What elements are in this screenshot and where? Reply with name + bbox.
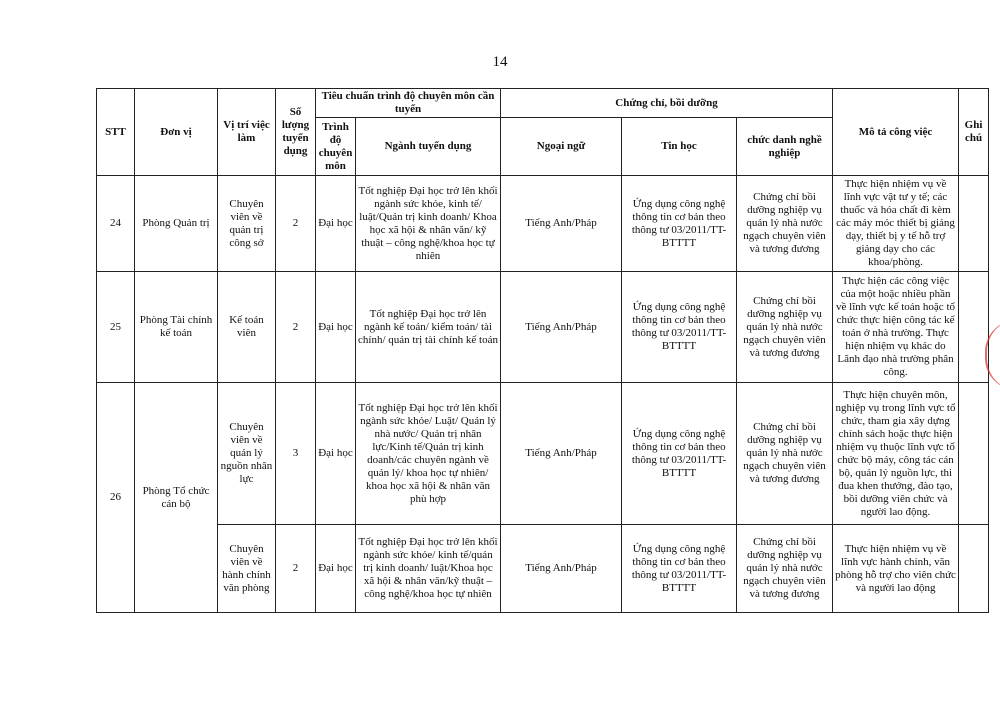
row-quantity: 3 xyxy=(276,383,316,525)
row-language: Tiếng Anh/Pháp xyxy=(501,272,622,383)
header-level: Trình độ chuyên môn xyxy=(316,118,356,176)
header-quantity: Số lượng tuyển dụng xyxy=(276,89,316,176)
row-note xyxy=(959,383,989,525)
table-row xyxy=(97,383,989,525)
row-it: Ứng dụng công nghệ thông tin cơ bản theo thông tư 03/2011/TT-BTTTT xyxy=(622,176,737,272)
header-it: Tin học xyxy=(622,118,737,176)
row-major: Tốt nghiệp Đại học trở lên khối ngành sức khỏe/ Luật/ Quản lý nhà nước/ Quản trị nhân lực/Kinh tế/Quản trị kinh doanh/các chuyên ngành về quản lý/ khoa học tự nhiên/ khoa học xã hội & nhân văn phù hợp xyxy=(356,383,501,525)
header-note: Ghi chú xyxy=(959,89,989,176)
table-row xyxy=(97,525,989,613)
row-it: Ứng dụng công nghệ thông tin cơ bản theo thông tư 03/2011/TT-BTTTT xyxy=(622,525,737,613)
row-unit: Phòng Quản trị xyxy=(135,176,218,272)
row-description: Thực hiện các công việc của một hoặc nhiều phần về lĩnh vực kế toán hoặc tổ chức thực hiện công tác kế toán ở nhà trường. Thực hiện nhiệm vụ khác do Lãnh đạo nhà trường phân công. xyxy=(833,272,959,383)
table-row xyxy=(97,272,989,383)
row-position: Chuyên viên về quản trị công sở xyxy=(218,176,276,272)
row-note xyxy=(959,176,989,272)
row-language: Tiếng Anh/Pháp xyxy=(501,525,622,613)
header-unit: Đơn vị xyxy=(135,89,218,176)
header-stt: STT xyxy=(97,89,135,176)
row-title-cert: Chứng chỉ bồi dưỡng nghiệp vụ quản lý nhà nước ngạch chuyên viên và tương đương xyxy=(737,383,833,525)
row-position: Chuyên viên về quản lý nguồn nhân lực xyxy=(218,383,276,525)
row-language: Tiếng Anh/Pháp xyxy=(501,383,622,525)
header-language: Ngoại ngữ xyxy=(501,118,622,176)
row-description: Thực hiện nhiệm vụ về lĩnh vực hành chính, văn phòng hỗ trợ cho viên chức và người lao động xyxy=(833,525,959,613)
row-major: Tốt nghiệp Đại học trở lên khối ngành sức khỏe/ kinh tế/quản trị kinh doanh/ luật/Khoa học xã hội & nhân văn/kỹ thuật – công nghệ/khoa học tự nhiên xyxy=(356,525,501,613)
row-title-cert: Chứng chỉ bồi dưỡng nghiệp vụ quản lý nhà nước ngạch chuyên viên và tương đương xyxy=(737,176,833,272)
row-stt: 25 xyxy=(97,272,135,383)
row-unit: Phòng Tổ chức cán bộ xyxy=(135,383,218,613)
row-note xyxy=(959,525,989,613)
row-note xyxy=(959,272,989,383)
row-quantity: 2 xyxy=(276,272,316,383)
row-description: Thực hiện nhiệm vụ về lĩnh vực vật tư y tế; các thuốc và hóa chất đi kèm các máy móc thiết bị giảng dạy, thiết bị y tế hỗ trợ giảng dạy cho các khoa/phòng. xyxy=(833,176,959,272)
row-title-cert: Chứng chỉ bồi dưỡng nghiệp vụ quản lý nhà nước ngạch chuyên viên và tương đương xyxy=(737,525,833,613)
row-unit: Phòng Tài chính kế toán xyxy=(135,272,218,383)
header-description: Mô tả công việc xyxy=(833,89,959,176)
row-position: Kế toán viên xyxy=(218,272,276,383)
row-level: Đại học xyxy=(316,383,356,525)
header-qualification-group: Tiêu chuẩn trình độ chuyên môn cần tuyển xyxy=(316,89,501,118)
header-position: Vị trí việc làm xyxy=(218,89,276,176)
row-position: Chuyên viên về hành chính văn phòng xyxy=(218,525,276,613)
row-language: Tiếng Anh/Pháp xyxy=(501,176,622,272)
row-it: Ứng dụng công nghệ thông tin cơ bản theo thông tư 03/2011/TT-BTTTT xyxy=(622,272,737,383)
header-title-cert: chức danh nghề nghiệp xyxy=(737,118,833,176)
row-description: Thực hiện chuyên môn, nghiệp vụ trong lĩnh vực tổ chức, tham gia xây dựng chính sách hoặc thực hiện nhiệm vụ thuộc lĩnh vực tổ chức bộ máy, công tác cán bộ, quản lý nguồn lực, thi đua khen thưởng, đào tạo, bồi dưỡng viên chức và người lao động. xyxy=(833,383,959,525)
header-cert-group: Chứng chỉ, bồi dưỡng xyxy=(501,89,833,118)
row-title-cert: Chứng chỉ bồi dưỡng nghiệp vụ quản lý nhà nước ngạch chuyên viên và tương đương xyxy=(737,272,833,383)
row-level: Đại học xyxy=(316,272,356,383)
row-major: Tốt nghiệp Đại học trở lên khối ngành sức khỏe, kinh tế/ luật/Quản trị kinh doanh/ Khoa học xã hội & nhân văn/ kỹ thuật – công nghệ/khoa học tự nhiên xyxy=(356,176,501,272)
page-number: 14 xyxy=(492,54,508,70)
row-it: Ứng dụng công nghệ thông tin cơ bản theo thông tư 03/2011/TT-BTTTT xyxy=(622,383,737,525)
row-quantity: 2 xyxy=(276,525,316,613)
header-major: Ngành tuyển dụng xyxy=(356,118,501,176)
row-stt: 24 xyxy=(97,176,135,272)
row-major: Tốt nghiệp Đại học trở lên ngành kế toán/ kiểm toán/ tài chính/ quản trị tài chính kế toán xyxy=(356,272,501,383)
row-level: Đại học xyxy=(316,176,356,272)
row-level: Đại học xyxy=(316,525,356,613)
table-row xyxy=(97,176,989,272)
recruitment-table xyxy=(96,88,989,613)
row-stt: 26 xyxy=(97,383,135,613)
row-quantity: 2 xyxy=(276,176,316,272)
